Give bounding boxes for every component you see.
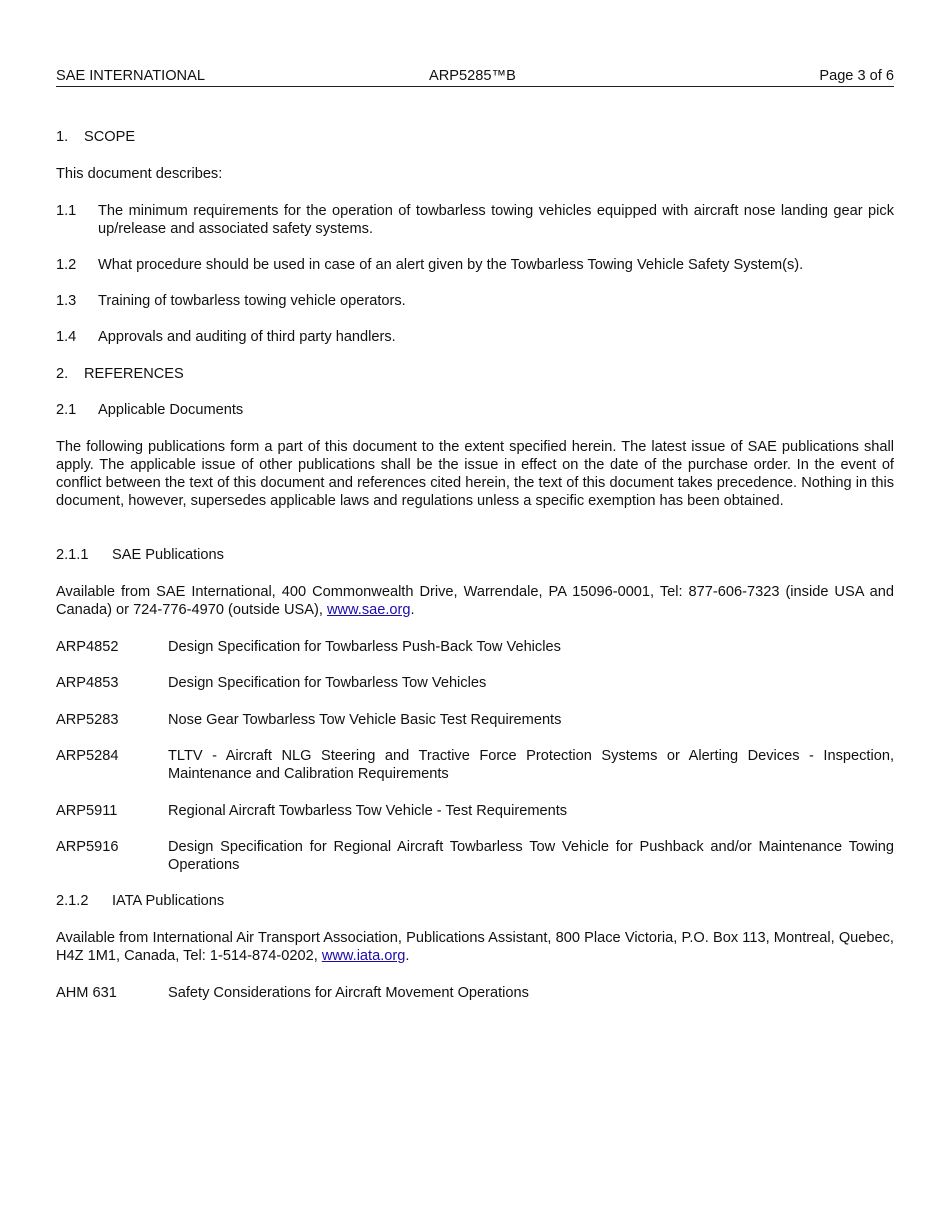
reference-title: TLTV - Aircraft NLG Steering and Tractive Force Protection Systems or Alerting Devices - Inspection, Maintenance and Calibration Requirements	[168, 748, 894, 782]
item-number: 1.1	[56, 203, 77, 219]
section-number: 1.	[56, 129, 69, 145]
reference-row	[56, 711, 894, 729]
section-heading-scope	[56, 128, 894, 146]
item-number: 1.3	[56, 293, 77, 309]
subsection-title: Applicable Documents	[98, 402, 244, 418]
item-text: Approvals and auditing of third party handlers.	[98, 329, 396, 345]
reference-title: Design Specification for Regional Aircraft Towbarless Tow Vehicle for Pushback and/or Maintenance Towing Operations	[168, 839, 894, 873]
section-title: SCOPE	[84, 129, 136, 145]
sae-availability-body: Available from SAE International, 400 Commonwealth Drive, Warrendale, PA 15096-0001, Tel: 877-606-7323 (inside USA and Canada) or 724-776-4970 (outside USA),	[56, 584, 894, 618]
scope-item	[56, 292, 894, 310]
reference-title: Design Specification for Towbarless Push-Back Tow Vehicles	[168, 639, 561, 655]
subsection-number: 2.1.2	[56, 893, 89, 909]
subsection-heading-sae-publications	[56, 546, 894, 564]
reference-row	[56, 638, 894, 656]
reference-row	[56, 838, 894, 874]
reference-row	[56, 802, 894, 820]
reference-title: Safety Considerations for Aircraft Movement Operations	[168, 985, 529, 1001]
item-text: The minimum requirements for the operation of towbarless towing vehicles equipped with aircraft nose landing gear pick up/release and associated safety systems.	[98, 203, 894, 237]
reference-title: Regional Aircraft Towbarless Tow Vehicle - Test Requirements	[168, 803, 568, 819]
scope-item	[56, 256, 894, 274]
reference-row	[56, 747, 894, 783]
header-organization: SAE INTERNATIONAL	[56, 68, 205, 84]
item-text: What procedure should be used in case of an alert given by the Towbarless Towing Vehicle Safety System(s).	[98, 257, 804, 273]
iata-availability-trail: .	[405, 948, 410, 964]
sae-website-link[interactable]: www.sae.org	[326, 602, 411, 618]
scope-intro: This document describes:	[56, 166, 223, 182]
subsection-number: 2.1.1	[56, 547, 89, 563]
reference-code: ARP5283	[56, 712, 119, 728]
header-document-id: ARP5285™B	[429, 68, 516, 84]
scope-item	[56, 202, 894, 238]
section-title: REFERENCES	[84, 366, 184, 382]
item-number: 1.2	[56, 257, 77, 273]
subsection-number: 2.1	[56, 402, 77, 418]
header-page-number: Page 3 of 6	[819, 68, 894, 84]
subsection-title: SAE Publications	[112, 547, 224, 563]
iata-availability-text	[56, 929, 894, 965]
reference-title: Nose Gear Towbarless Tow Vehicle Basic Test Requirements	[168, 712, 562, 728]
document-page	[56, 0, 894, 1001]
subsection-heading-iata-publications	[56, 892, 894, 910]
reference-code: ARP4853	[56, 675, 119, 691]
subsection-heading-applicable-documents	[56, 401, 894, 419]
iata-availability-body: Available from International Air Transport Association, Publications Assistant, 800 Place Victoria, P.O. Box 113, Montreal, Quebec, H4Z 1M1, Canada, Tel: 1-514-874-0202,	[56, 930, 894, 964]
reference-title: Design Specification for Towbarless Tow Vehicles	[168, 675, 487, 691]
scope-item	[56, 328, 894, 346]
section-heading-references	[56, 365, 894, 383]
applicable-documents-text: The following publications form a part of this document to the extent specified herein. The latest issue of SAE publications shall apply. The applicable issue of other publications shall be the issue in effect on the date of the purchase order. In the event of conflict between the text of this document and references cited herein, the text of this document takes precedence. Nothing in this document, however, supersedes applicable laws and regulations unless a specific exemption has been obtained.	[56, 439, 894, 509]
sae-availability-text	[56, 583, 894, 619]
reference-row	[56, 984, 894, 1002]
reference-code: AHM 631	[56, 985, 117, 1001]
reference-code: ARP5284	[56, 748, 119, 764]
subsection-title: IATA Publications	[112, 893, 225, 909]
reference-code: ARP4852	[56, 639, 119, 655]
sae-availability-trail: .	[410, 602, 415, 618]
item-number: 1.4	[56, 329, 77, 345]
section-number: 2.	[56, 366, 69, 382]
reference-code: ARP5916	[56, 839, 119, 855]
reference-code: ARP5911	[56, 803, 118, 819]
item-text: Training of towbarless towing vehicle operators.	[98, 293, 406, 309]
iata-website-link[interactable]: www.iata.org	[321, 948, 406, 964]
reference-row	[56, 674, 894, 692]
page-header	[56, 67, 894, 87]
